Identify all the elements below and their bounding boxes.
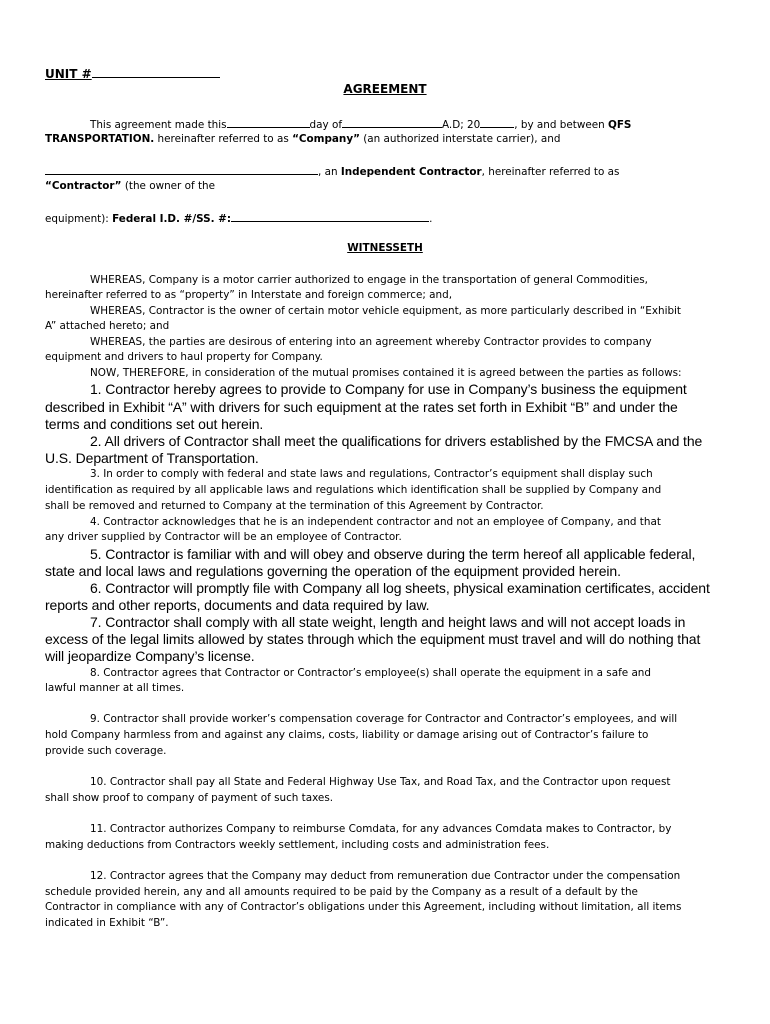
clause-8a: 8. Contractor agrees that Contractor or Contractor’s employee(s) shall operate the equipment in a safe and: [90, 667, 651, 679]
clause-10a: 10. Contractor shall pay all State and Federal Highway Use Tax, and Road Tax, and the Contractor upon request: [90, 776, 671, 788]
page-title: AGREEMENT: [343, 82, 427, 96]
fed-id-blank[interactable]: [231, 210, 429, 222]
year-blank[interactable]: [480, 116, 514, 128]
fed-id-label: Federal I.D. #/SS. #:: [112, 213, 232, 225]
witnesseth-heading: WITNESSETH: [347, 242, 423, 254]
intro-line-4: “Contractor” (the owner of the: [45, 180, 216, 192]
clause-12b: schedule provided herein, any and all amounts required to be paid by the Company as a result of a default by the: [45, 886, 638, 898]
clause-2b: U.S. Department of Transportation.: [45, 450, 259, 466]
clause-5a: 5. Contractor is familiar with and will obey and observe during the term hereof all applicable federal,: [90, 546, 696, 562]
unit-label: UNIT #: [45, 67, 92, 81]
contractor-name-blank[interactable]: [45, 163, 318, 175]
clause-1a: 1. Contractor hereby agrees to provide to Company for use in Company’s business the equipment: [90, 381, 687, 397]
clause-4a: 4. Contractor acknowledges that he is an independent contractor and not an employee of Company, and that: [90, 516, 661, 528]
clause-10b: shall show proof to company of payment of such taxes.: [45, 792, 334, 804]
clause-11b: making deductions from Contractors weekly settlement, including costs and administration fees.: [45, 839, 550, 851]
day-blank[interactable]: [227, 116, 310, 128]
clause-3c: shall be removed and returned to Company at the termination of this Agreement by Contractor.: [45, 500, 544, 512]
clause-12c: Contractor in compliance with any of Contractor’s obligations under this Agreement, including without limitation, all items: [45, 901, 682, 913]
unit-number-line: [45, 66, 220, 81]
clause-9a: 9. Contractor shall provide worker’s compensation coverage for Contractor and Contractor’s employees, and will: [90, 713, 678, 725]
clause-7a: 7. Contractor shall comply with all state weight, length and height laws and will not accept loads in: [90, 614, 686, 630]
whereas-1a: WHEREAS, Company is a motor carrier authorized to engage in the transportation of general Commodities,: [90, 274, 648, 286]
whereas-2a: WHEREAS, Contractor is the owner of certain motor vehicle equipment, as more particularly described in “Exhibit: [90, 305, 682, 317]
contractor-type: Independent Contractor: [340, 166, 482, 178]
clause-3b: identification as required by all applicable laws and regulations which identification shall be supplied by Company and: [45, 484, 662, 496]
company-name: QFS: [608, 119, 632, 131]
whereas-1b: hereinafter referred to as “property” in Interstate and foreign commerce; and,: [45, 289, 453, 301]
contractor-term: “Contractor”: [45, 180, 122, 192]
clause-12d: indicated in Exhibit “B”.: [45, 917, 169, 929]
clause-6a: 6. Contractor will promptly file with Company all log sheets, physical examination certificates, accident: [90, 580, 710, 596]
intro-line-1: This agreement made this day of A.D; 20 , by and between QFS: [45, 116, 631, 132]
clause-2a: 2. All drivers of Contractor shall meet the qualifications for drivers established by the FMCSA and the: [90, 433, 703, 449]
clause-8b: lawful manner at all times.: [45, 682, 185, 694]
clause-3a: 3. In order to comply with federal and state laws and regulations, Contractor’s equipment shall display such: [90, 468, 653, 480]
clause-4b: any driver supplied by Contractor will be an employee of Contractor.: [45, 531, 402, 543]
month-blank[interactable]: [342, 116, 442, 128]
intro-line-2: TRANSPORTATION. hereinafter referred to as “Company” (an authorized interstate carrier), and: [45, 133, 561, 145]
unit-number-blank[interactable]: [92, 66, 220, 78]
clause-7c: will jeopardize Company’s license.: [45, 648, 255, 664]
clause-1b: described in Exhibit “A” with drivers for such equipment at the rates set forth in Exhibit “B” and under the: [45, 399, 678, 415]
now-therefore: NOW, THEREFORE, in consideration of the mutual promises contained it is agreed between the parties as follows:: [90, 367, 682, 379]
clause-12a: 12. Contractor agrees that the Company may deduct from remuneration due Contractor under the compensation: [90, 870, 681, 882]
intro-line-5: equipment): Federal I.D. #/SS. #: .: [45, 210, 432, 226]
whereas-2b: A” attached hereto; and: [45, 320, 170, 332]
clause-9b: hold Company harmless from and against any claims, costs, liability or damage arising out of Contractor’s failure to: [45, 729, 649, 741]
intro-line-3: , an Independent Contractor, hereinafter referred to as: [45, 163, 619, 179]
clause-1c: terms and conditions set out herein.: [45, 416, 264, 432]
clause-5b: state and local laws and regulations governing the operation of the equipment provided herein.: [45, 563, 621, 579]
company-term: “Company”: [292, 133, 360, 145]
clause-11a: 11. Contractor authorizes Company to reimburse Comdata, for any advances Comdata makes to Contractor, by: [90, 823, 672, 835]
whereas-3a: WHEREAS, the parties are desirous of entering into an agreement whereby Contractor provides to company: [90, 336, 652, 348]
clause-7b: excess of the legal limits allowed by states through which the equipment must travel and will do nothing that: [45, 631, 701, 647]
whereas-3b: equipment and drivers to haul property for Company.: [45, 351, 323, 363]
clause-9c: provide such coverage.: [45, 745, 167, 757]
clause-6b: reports and other reports, documents and data required by law.: [45, 597, 430, 613]
